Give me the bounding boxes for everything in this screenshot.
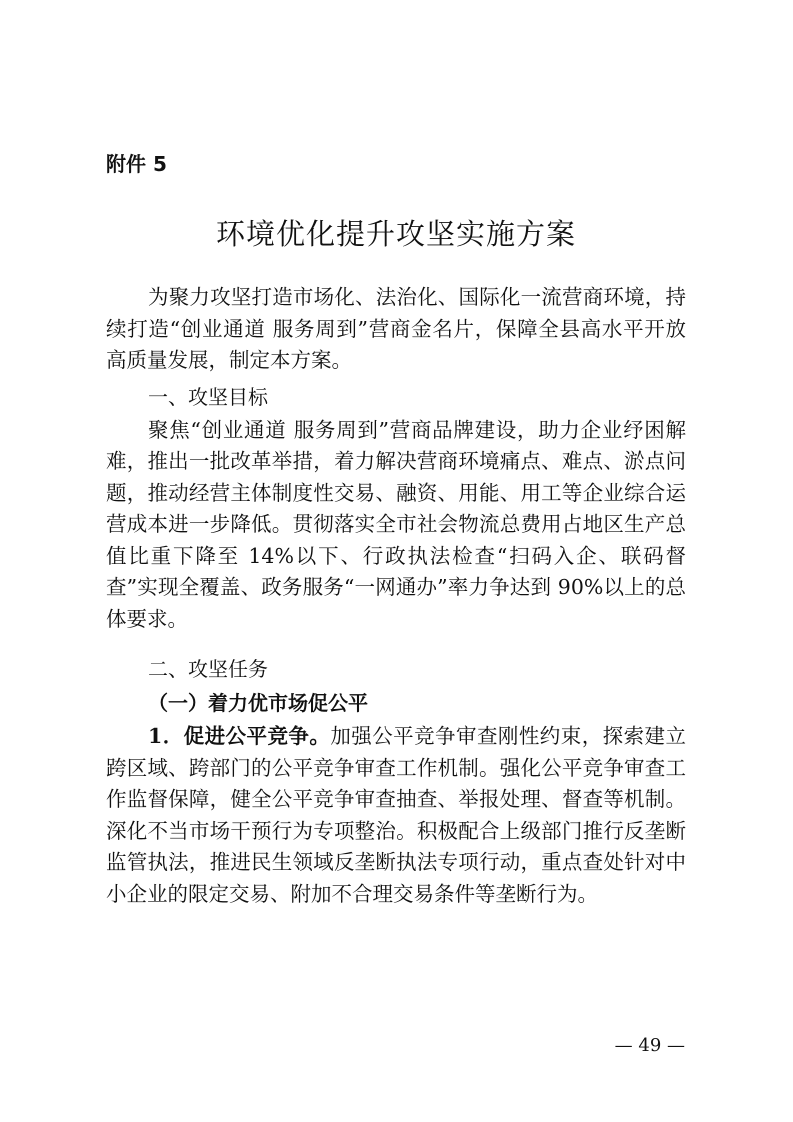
spacer bbox=[106, 635, 686, 649]
goals-paragraph: 聚焦“创业通道 服务周到”营商品牌建设，助力企业纾困解难，推出一批改革举措，着力解决营商环境痛点、难点、淤点问题，推动经营主体制度性交易、融资、用能、用工等企业综合运营成本进一步降低。贯彻落实全市社会物流总费用占地区生产总值比重下降至 14%以下、行政执法检查“扫码入企、联码督查”实现全覆盖、政务服务“一网通办”率力争达到 90%以上的总体要求。 bbox=[106, 417, 686, 631]
attachment-label: 附件 5 bbox=[106, 152, 167, 176]
task-item-paragraph bbox=[106, 721, 686, 910]
section-heading-tasks: 二、攻坚任务 bbox=[148, 657, 268, 681]
section-heading-goals: 一、攻坚目标 bbox=[148, 384, 268, 409]
subsection-heading: （一）着力优市场促公平 bbox=[148, 691, 368, 715]
task-item-lead: 1．促进公平竞争。 bbox=[148, 724, 331, 748]
document-title: 环境优化提升攻坚实施方案 bbox=[215, 217, 576, 251]
task-item-text: 加强公平竞争审查刚性约束，探索建立跨区域、跨部门的公平竞争审查工作机制。强化公平竞争审查工作监督保障，健全公平竞争审查抽查、举报处理、督查等机制。深化不当市场干预行为专项整治。积极配合上级部门推行反垄断监管执法，推进民生领域反垄断执法专项行动，重点查处针对中小企业的限定交易、附加不合理交易条件等垄断行为。 bbox=[106, 724, 687, 906]
page-number: — 49 — bbox=[614, 1035, 685, 1056]
document-body bbox=[106, 282, 686, 910]
intro-paragraph: 为聚力攻坚打造市场化、法治化、国际化一流营商环境，持续打造“创业通道 服务周到”营商金名片，保障全县高水平开放高质量发展，制定本方案。 bbox=[106, 285, 686, 372]
